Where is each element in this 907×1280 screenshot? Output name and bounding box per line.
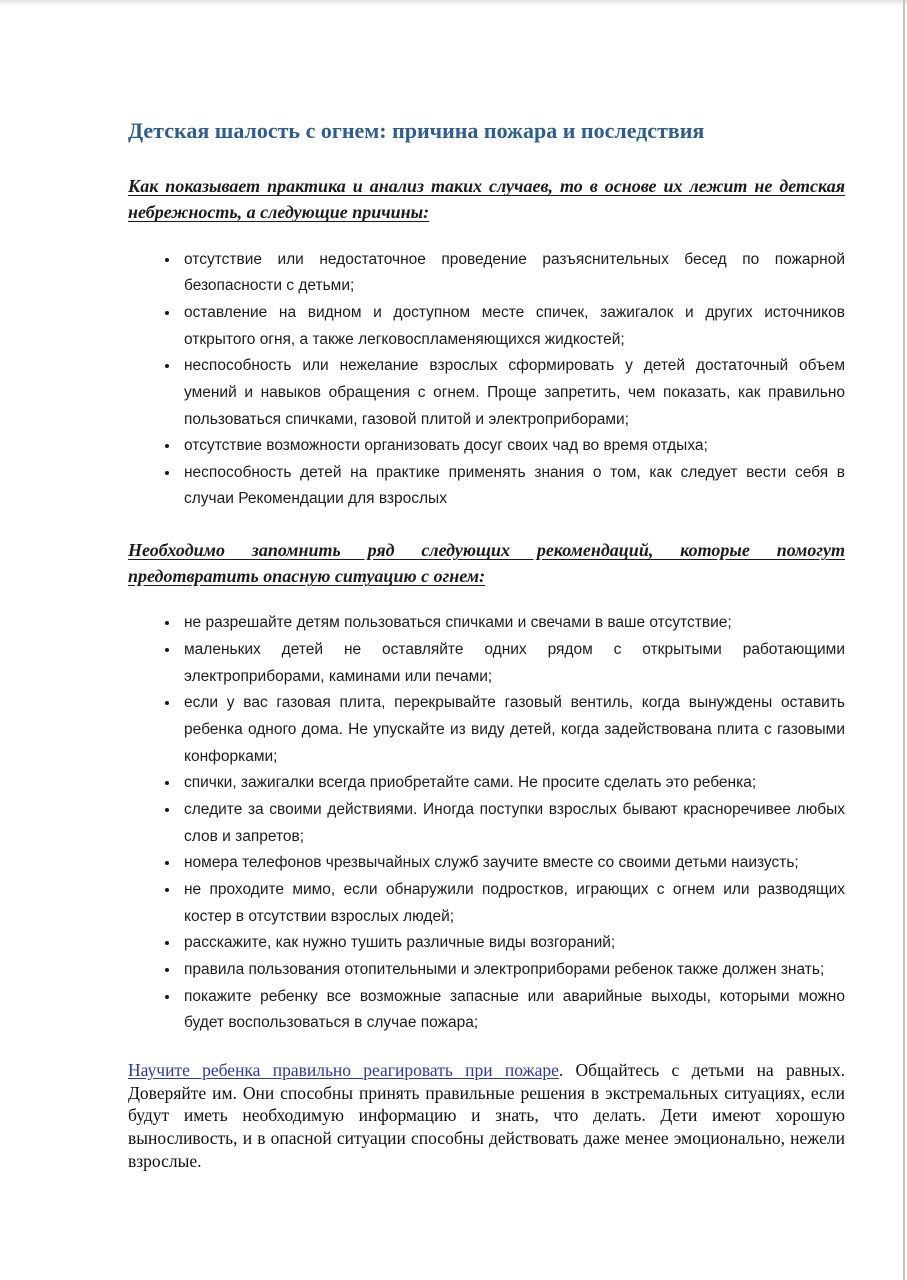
causes-list-item: • неспособность или нежелание взрослых сформировать у детей достаточный объем умений и навыков обращения с огнем. Проще запретить, чем показать, как правильно пользоваться спичками, газовой плитой и электроприборами; <box>180 353 845 433</box>
recommendations-heading: Необходимо запомнить ряд следующих рекомендаций, которые помогут предотвратить опасную ситуацию с огнем: <box>128 540 845 587</box>
causes-list-item: • отсутствие возможности организовать досуг своих чад во время отдыха; <box>180 433 845 460</box>
closing-hyperlink[interactable]: Научите ребенка правильно реагировать при пожаре <box>128 1059 559 1080</box>
closing-text: . Общайтесь с детьми на равных. Доверяйте им. Они способны принять правильные решения в экстремальных ситуациях, если будут иметь необходимую информацию и знать, что делать. Дети имеют хорошую выносливость, и в опасной ситуации способны действовать даже менее эмоционально, нежели взрослые. <box>128 1059 845 1171</box>
recommendations-list <box>128 610 845 1037</box>
causes-list <box>128 247 845 514</box>
page-right-edge-line <box>903 0 905 1280</box>
recommendations-list-item: • правила пользования отопительными и электроприборами ребенок также должен знать; <box>180 957 845 984</box>
recommendations-list-item: • спички, зажигалки всегда приобретайте сами. Не просите сделать это ребенка; <box>180 770 845 797</box>
causes-list-item: • оставление на видном и доступном месте спичек, зажигалок и других источников открытого огня, а также легковоспламеняющихся жидкостей; <box>180 300 845 353</box>
causes-list-item: • неспособность детей на практике применять знания о том, как следует вести себя в случаи Рекомендации для взрослых <box>180 460 845 513</box>
recommendations-list-item: • маленьких детей не оставляйте одних рядом с открытыми работающими электроприборами, каминами или печами; <box>180 637 845 690</box>
recommendations-list-item: • не разрешайте детям пользоваться спичками и свечами в ваше отсутствие; <box>180 610 845 637</box>
recommendations-list-item: • следите за своими действиями. Иногда поступки взрослых бывают красноречивее любых слов и запретов; <box>180 797 845 850</box>
recommendations-list-item: • не проходите мимо, если обнаружили подростков, играющих с огнем или разводящих костер в отсутствии взрослых людей; <box>180 877 845 930</box>
intro-paragraph: Как показывает практика и анализ таких случаев, то в основе их лежит не детская небрежность, а следующие причины: <box>128 176 845 223</box>
recommendations-list-item: • номера телефонов чрезвычайных служб заучите вместе со своими детьми наизусть; <box>180 850 845 877</box>
document-content <box>128 0 845 1173</box>
causes-list-item: • отсутствие или недостаточное проведение разъяснительных бесед по пожарной безопасности с детьми; <box>180 247 845 300</box>
recommendations-list-item: • расскажите, как нужно тушить различные виды возгораний; <box>180 930 845 957</box>
recommendations-list-item: • если у вас газовая плита, перекрывайте газовый вентиль, когда вынуждены оставить ребенка одного дома. Не упускайте из виду детей, когда задействована плита с газовыми конфорками; <box>180 690 845 770</box>
closing-paragraph <box>128 1059 845 1173</box>
recommendations-list-item: • покажите ребенку все возможные запасные или аварийные выходы, которыми можно будет воспользоваться в случае пожара; <box>180 984 845 1037</box>
document-title: Детская шалость с огнем: причина пожара и последствия <box>128 118 705 143</box>
